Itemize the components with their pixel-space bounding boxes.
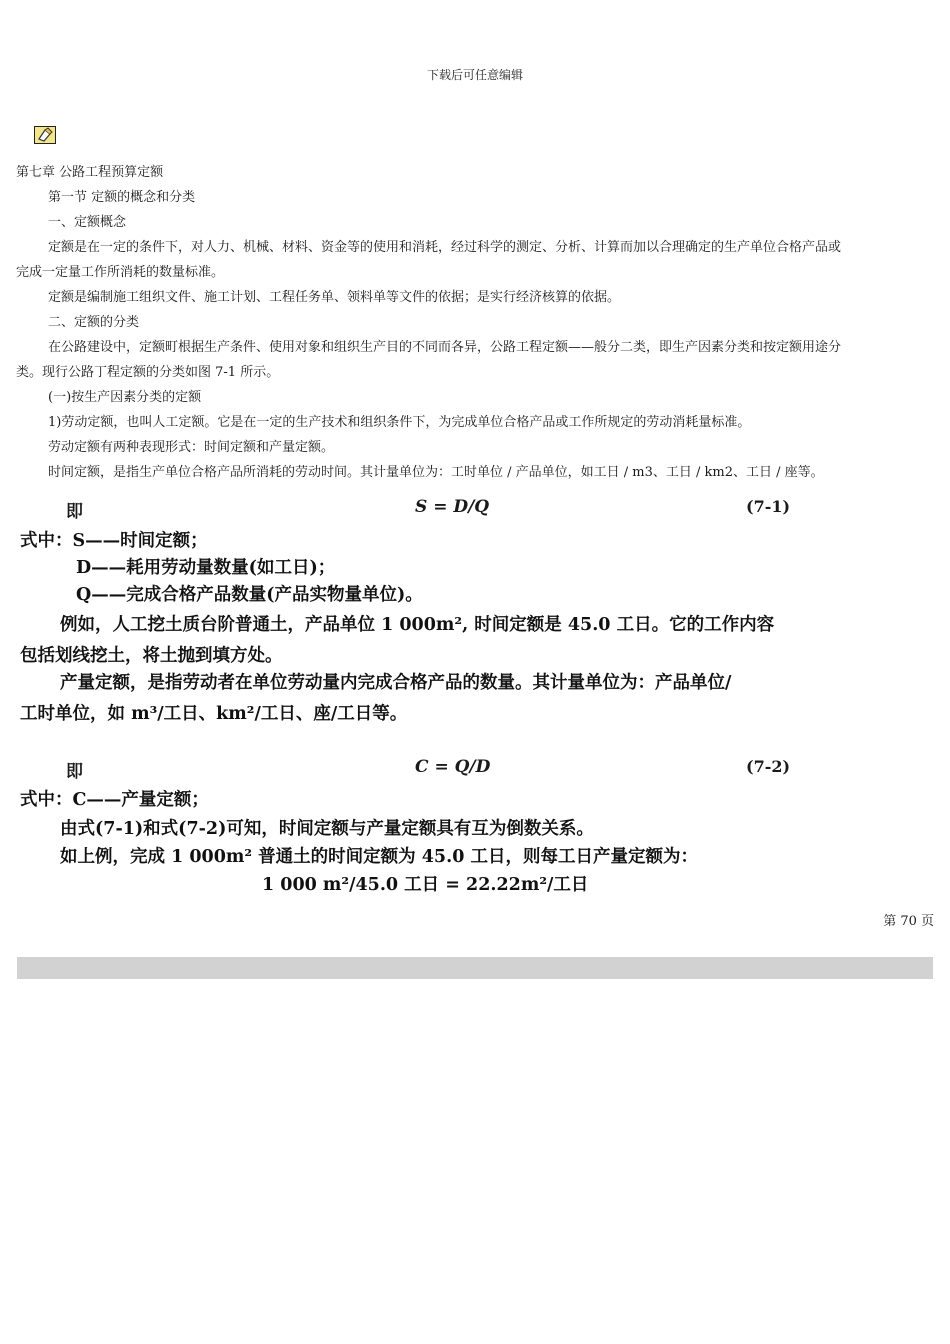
- equation-lead: 即: [66, 762, 83, 782]
- equation-number: (7-2): [746, 757, 791, 776]
- subheading: (一)按生产因素分类的定额: [48, 390, 202, 405]
- formula-output-quota: C = Q/D: [415, 757, 491, 777]
- example-line: 包括划线挖土，将土抛到填方处。: [20, 646, 283, 666]
- example-line: 例如，人工挖土质台阶普通土，产品单位 1 000m², 时间定额是 45.0 工日。它的工作内容: [60, 615, 775, 635]
- paragraph-line: 时间定额，是指生产单位合格产品所消耗的劳动时间。其计量单位为：工时单位 / 产品单位，如工日 / m3、工日 / km2、工日 / 座等。: [48, 465, 824, 480]
- formula-time-quota: S = D/Q: [415, 497, 490, 517]
- page-number: 第 70 页: [883, 914, 934, 929]
- paragraph-line: 在公路建设中，定额町根据生产条件、使用对象和组织生产目的不同而各异，公路工程定额——般分二类，即生产因素分类和按定额用途分: [48, 340, 842, 355]
- production-quota-line: 工时单位，如 m³/工日、km²/工日、座/工日等。: [20, 704, 408, 724]
- calculation-line: 1 000 m²/45.0 工日 = 22.22m²/工日: [262, 875, 589, 895]
- where-line: 式中：S——时间定额；: [20, 531, 208, 551]
- paragraph-line: 完成一定量工作所消耗的数量标准。: [16, 265, 225, 280]
- equation-lead: 即: [66, 502, 83, 522]
- example-line: 如上例，完成 1 000m² 普通土的时间定额为 45.0 工日，则每工日产量定额为：: [60, 847, 698, 867]
- equation-number: (7-1): [746, 497, 791, 516]
- paragraph-line: 劳动定额有两种表现形式：时间定额和产量定额。: [48, 440, 335, 455]
- footer-bar: [17, 957, 933, 979]
- heading-concept: 一、定额概念: [48, 215, 127, 230]
- production-quota-line: 产量定额，是指劳动者在单位劳动量内完成合格产品的数量。其计量单位为：产品单位/: [60, 673, 732, 693]
- section-title: 第一节 定额的概念和分类: [48, 190, 196, 205]
- where-line: Q——完成合格产品数量(产品实物量单位)。: [76, 585, 423, 605]
- paragraph-line: 1)劳动定额，也叫人工定额。它是在一定的生产技术和组织条件下，为完成单位合格产品或工作所规定的劳动消耗量标准。: [48, 415, 751, 430]
- heading-classification: 二、定额的分类: [48, 315, 140, 330]
- chapter-title: 第七章 公路工程预算定额: [16, 165, 164, 180]
- paragraph-line: 类。现行公路丁程定额的分类如图 7-1 所示。: [16, 365, 280, 380]
- paragraph-line: 定额是在一定的条件下，对人力、机械、材料、资金等的使用和消耗，经过科学的测定、分析、计算而加以合理确定的生产单位合格产品或: [48, 240, 842, 255]
- where-line: 式中：C——产量定额；: [20, 790, 209, 810]
- where-line: D——耗用劳动量数量(如工日)；: [76, 558, 336, 578]
- document-tool-icon: [34, 126, 56, 144]
- paragraph-line: 定额是编制施工组织文件、施工计划、工程任务单、领料单等文件的依据；是实行经济核算的依据。: [48, 290, 621, 305]
- relation-line: 由式(7-1)和式(7-2)可知，时间定额与产量定额具有互为倒数关系。: [60, 819, 594, 839]
- page-header: 下载后可任意编辑: [426, 68, 523, 82]
